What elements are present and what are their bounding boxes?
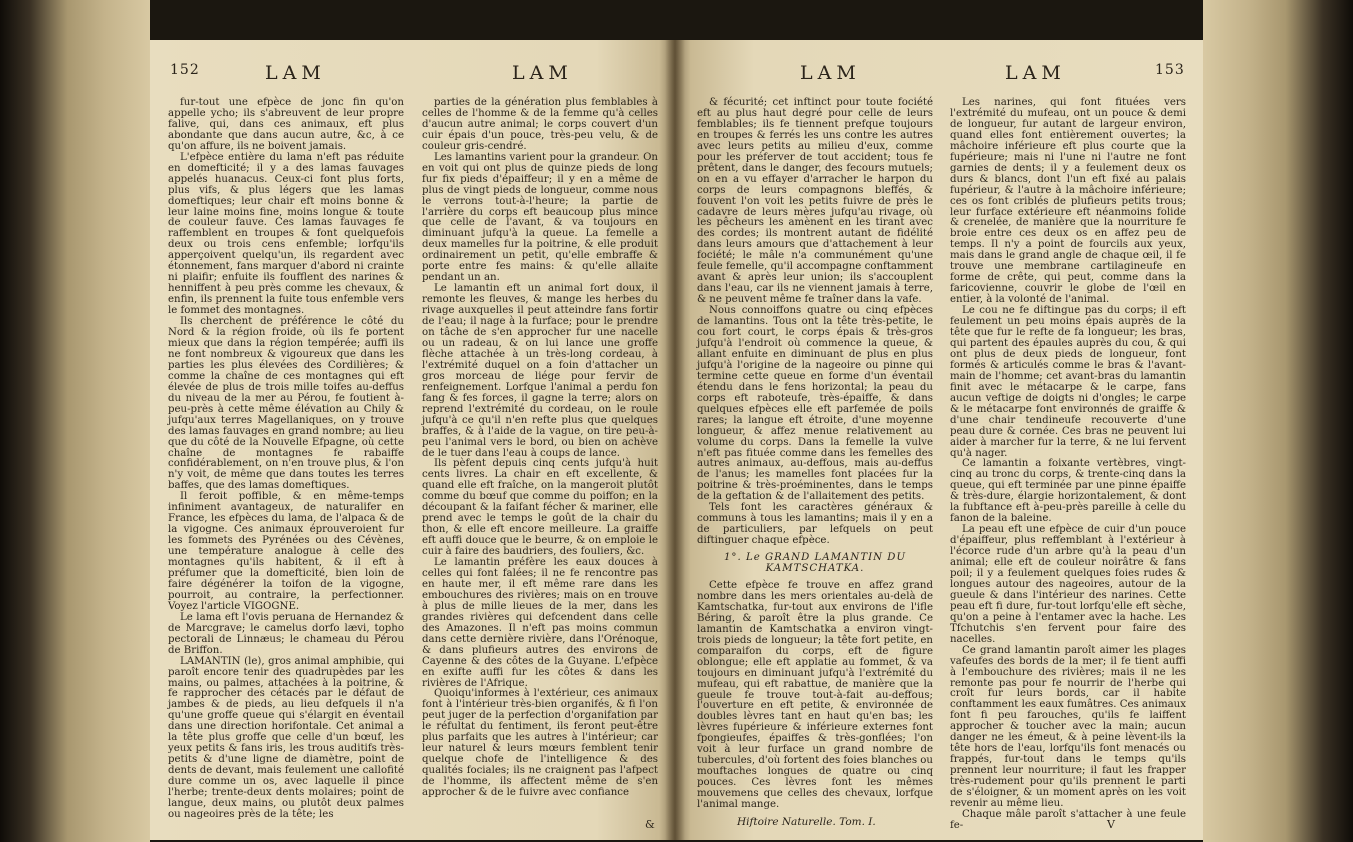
right-page-edges <box>1203 0 1353 842</box>
paragraph: 1°. Le GRAND LAMANTIN DU KAMTSCHATKA. <box>723 552 907 575</box>
footer-title: Hiftoire Naturelle. Tom. I. <box>737 816 876 828</box>
left-running-head <box>150 62 675 96</box>
page-number: 153 <box>1155 62 1185 78</box>
paragraph: Tels font les caractères généraux & communs à tous les lamantins; mais il y en a de particuliers, par lefquels on peut diftinguer chaque efpèce. <box>697 502 933 547</box>
running-head-left: LAM <box>265 62 326 84</box>
paragraph: Ils cherchent de préférence le côté du Nord & la région froide, où ils fe portent mieux que dans la région tempérée; auffi ils ne font nombreux & vigoureux que dans les parties les plus élevées des Cordilières; & comme la chaîne de ces montagnes qui eft élevée de plus de trois mille toifes au-deffus du niveau de la mer au Pérou, fe foutient à-peu-près à cette même élévation au Chily & jufqu'aux terres Magellaniques, on y trouve des lamas fauvages en grand nombre; au lieu que du côté de la Nouvelle Efpagne, où cette chaîne de montagnes fe rabaiffe confidérablement, on n'en trouve plus, & l'on n'y voit, de même que dans toutes les terres baffes, que des lamas domeftiques. <box>168 316 404 492</box>
running-head-right: LAM <box>512 62 573 84</box>
paragraph: Les lamantins varient pour la grandeur. On en voit qui ont plus de quinze pieds de long fur fix pieds d'épaiffeur; il y en a même de plus de vingt pieds de longueur, comme nous le verrons tout-à-l'heure; la partie de l'arrière du corps eft beaucoup plus mince que celle de l'avant, & va toujours en diminuant jufqu'à la queue. La femelle a deux mamelles fur la poitrine, & elle produit ordinairement un petit, qu'elle embraffe & porte entre fes mains: & qu'elle allaite pendant un an. <box>422 151 658 284</box>
paragraph: Il feroit poffible, & en même-temps infiniment avantageux, de naturalifer en France, les efpèces du lama, de l'alpaca & de la vigogne. Ces animaux éprouveroient fur les fommets des Pyrénées ou des Cévènes, une température analogue à celle des montagnes qu'ils habitent, & il eft à préfumer que la domefticité, bien loin de faire dégénérer la toifon de la vigogne, pourroit, au contraire, la perfectionner. Voyez l'article VIGOGNE. <box>168 491 404 612</box>
paragraph: Chaque mâle paroît s'attacher à une feule fe- <box>950 808 1186 831</box>
left-page-column-1 <box>168 98 404 818</box>
right-page-column-1 <box>697 98 933 818</box>
right-page-column-2 <box>950 97 1186 831</box>
paragraph: Le lamantin eft un animal fort doux, il remonte les fleuves, & mange les herbes du rivage auxquelles il peut atteindre fans fortir de l'eau; il nage à la furface; pour le prendre on tâche de s'en approcher fur une nacelle ou un radeau, & on lui lance une groffe flèche attachée à un très-long cordeau, à l'extrémité duquel on a foin d'attacher un gros morceau de liége pour fervir de renfeignement. Lorfque l'animal a perdu fon fang & fes forces, il gagne la terre; alors on reprend l'extrémité du cordeau, on le roule jufqu'à ce qu'il n'en refte plus que quelques braffes, & à l'aide de la vague, on tire peu-à-peu l'animal vers le bord, ou bien on achève de le tuer dans l'eau à coups de lance. <box>422 283 658 459</box>
right-running-head <box>675 62 1203 96</box>
signature-mark: V <box>1107 818 1115 831</box>
running-head-right: LAM <box>1005 62 1066 84</box>
paragraph: Nous connoiffons quatre ou cinq efpèces de lamantins. Tous ont la tête très-petite, le cou fort court, le corps épais & très-gros jufqu'à l'endroit où commence la queue, & allant enfuite en diminuant de plus en plus jufqu'à l'origine de la nageoire ou pinne qui termine cette queue en forme d'un éventail étendu dans le fens horizontal; la peau du corps eft raboteufe, très-épaiffe, & dans quelques efpèces elle eft parfemée de poils rares; la langue eft étroite, d'une moyenne longueur, & affez menue relativement au volume du corps. Dans la femelle la vulve n'eft pas fituée comme dans les femelles des autres animaux, au-deffous, mais au-deffus de l'anus; les mamelles font placées fur la poitrine & très-proéminentes, dans le temps de la geftation & de l'allaitement des petits. <box>697 305 933 503</box>
catchword: & <box>645 818 655 831</box>
paragraph: LAMANTIN (le), gros animal amphibie, qui paroît encore tenir des quadrupèdes par les mains, ou palmes, attachées à la poitrine, & fe rapprocher des cétacés par le défaut de jambes & de pieds, au lieu defquels il n'a qu'une groffe queue qui s'élargit en éventail dans une direction horifontale. Cet animal a la tête plus groffe que celle d'un bœuf, les yeux petits & fans iris, les trous auditifs très-petits & d'une ligne de diamètre, point de dents de devant, mais feulement une callofité dure comme un os, avec laquelle il pince l'herbe; trente-deux dents molaires; point de langue, deux mains, ou plutôt deux palmes ou nageoires près de la tête; les <box>168 655 404 820</box>
left-page-column-2 <box>422 98 658 818</box>
right-page <box>675 40 1203 840</box>
paragraph: Le lamantin préfère les eaux douces à celles qui font falées; il ne fe rencontre pas en haute mer, il eft même rare dans les embouchures des rivières; mais on en trouve à plus de mille lieues de la mer, dans les grandes rivières qui defcendent dans celle des Amazones. Il n'eft pas moins commun dans cette dernière rivière, dans l'Orénoque, & dans plufieurs autres des environs de Cayenne & des côtes de la Guyane. L'efpèce en exifte auffi fur les côtes & dans les rivières de l'Afrique. <box>422 557 658 689</box>
paragraph: fur-tout une efpèce de jonc fin qu'on appelle ycho; ils s'abreuvent de leur propre falive, qui, dans ces animaux, eft plus abondante que dans aucun autre, &c, à ce qu'on affure, ils ne boivent jamais. <box>168 97 404 152</box>
paragraph: Le lama eft l'ovis peruana de Hernandez & de Marcgrave; le camelus dorfo lævi, topho pectorali de Linnæus; le chameau du Pérou de Briffon. <box>168 611 404 656</box>
running-head-left: LAM <box>800 62 861 84</box>
paragraph: Cette efpèce fe trouve en affez grand nombre dans les mers orientales au-delà de Kamtschatka, fur-tout aux environs de l'ifle Béring, & paroît être la plus grande. Ce lamantin de Kamtschatka a environ vingt-trois pieds de longueur; la tête fort petite, en comparaifon du corps, eft de figure oblongue; elle eft applatie au fommet, & va toujours en diminuant jufqu'à l'extrémité du mufeau, qui eft rabattue, de manière que la gueule fe trouve tout-à-fait au-deffous; l'ouverture en eft petite, & environnée de doubles lèvres tant en haut qu'en bas; les lèvres fupérieure & inférieure externes font fpongieufes, épaiffes & très-gonflées; l'on voit à leur furface un grand nombre de tubercules, d'où fortent des foies blanches ou mouftaches longues de quatre ou cinq pouces. Ces lèvres font les mêmes mouvemens que celles des chevaux, lorfque l'animal mange. <box>697 579 933 811</box>
left-page <box>150 40 675 840</box>
paragraph: L'efpèce entière du lama n'eft pas réduite en domefticité; il y a des lamas fauvages appelés huanacus. Ceux-ci font plus forts, plus vifs, & plus légers que les lamas domeftiques; leur chair eft moins bonne & leur laine moins fine, moins longue & toute de couleur fauve. Ces lamas fauvages fe raffemblent en troupes & font quelquefois deux ou trois cens enfemble; lorfqu'ils apperçoivent quelqu'un, ils regardent avec étonnement, fans marquer d'abord ni crainte ni plaifir; enfuite ils foufflent des narines & henniffent à peu près comme les chevaux, & enfin, ils prennent la fuite tous enfemble vers le fommet des montagnes. <box>168 151 404 317</box>
paragraph: Quoiqu'informes à l'extérieur, ces animaux font à l'intérieur très-bien organifés, & fi l'on peut juger de la perfection d'organifation par le réfultat du fentiment, ils feront peut-être plus parfaits que les autres à l'intérieur; car leur naturel & leurs mœurs femblent tenir quelque chofe de l'intelligence & des qualités fociales; ils ne craignent pas l'afpect de l'homme, ils affectent même de s'en approcher & de le fuivre avec confiance <box>422 688 658 799</box>
paragraph: Ce grand lamantin paroît aimer les plages vafeufes des bords de la mer; il fe tient auffi à l'embouchure des rivières; mais il ne les remonte pas pour fe nourrir de l'herbe qui croît fur leurs bords, car il habite conftamment les eaux fumâtres. Ces animaux font fi peu farouches, qu'ils fe laiffent approcher & toucher avec la main; aucun danger ne les émeut, & à peine lèvent-ils la tête hors de l'eau, lorfqu'ils font menacés ou frappés, fur-tout dans le temps qu'ils prennent leur nourriture; il faut les frapper très-rudement pour qu'ils prennent le parti de s'éloigner, & un moment après on les voit revenir au même lieu. <box>950 644 1186 809</box>
paragraph: parties de la génération plus femblables à celles de l'homme & de la femme qu'à celles d'aucun autre animal; le corps couvert d'un cuir épais d'un pouce, très-peu velu, & de couleur gris-cendré. <box>422 97 658 152</box>
paragraph: & fécurité; cet inftinct pour toute fociété eft au plus haut degré pour celle de leurs femblables; ils fe tiennent prefque toujours en troupes & ferrés les uns contre les autres avec leurs petits au milieu d'eux, comme pour les préferver de tout accident; tous fe prêtent, dans le danger, des fecours mutuels; on en a vu effayer d'arracher le harpon du corps de leurs compagnons bleffés, & fouvent l'on voit les petits fuivre de près le cadavre de leurs mères jufqu'au rivage, où les pêcheurs les amènent en les tirant avec des cordes; ils montrent autant de fidélité dans leurs amours que d'attachement à leur fociété; le mâle n'a communément qu'une feule femelle, qu'il accompagne conftamment avant & après leur union; ils s'accouplent dans l'eau, car ils ne viennent jamais à terre, & ne peuvent même fe traîner dans la vafe. <box>697 97 933 306</box>
paragraph: Ils pèfent depuis cinq cents jufqu'à huit cents livres. La chair en eft excellente, & quand elle eft fraîche, on la mangeroit plutôt comme du bœuf que comme du poiffon; en la découpant & la faifant fécher & mariner, elle prend avec le temps le goût de la chair du thon, & elle eft encore meilleure. La graiffe eft auffi douce que le beurre, & on emploie le cuir à faire des baudriers, des fouliers, &c. <box>422 458 658 558</box>
book-gutter <box>665 40 685 840</box>
paragraph: Les narines, qui font fituées vers l'extrémité du mufeau, ont un pouce & demi de longueur, fur autant de largeur environ, quand elles font entièrement ouvertes; la mâchoire inférieure eft plus courte que la fupérieure; mais ni l'une ni l'autre ne font garnies de dents; il y a feulement deux os durs & blancs, dont l'un eft fixé au palais fupérieur, & l'autre à la mâchoire inférieure; ces os font criblés de plufieurs petits trous; leur furface extérieure eft néanmoins folide & crenelée, de manière que la nourriture fe broie entre ces deux os en affez peu de temps. Il n'y a point de fourcils aux yeux, mais dans le grand angle de chaque œil, il fe trouve une membrane cartilagineufe en forme de crête, qui peut, comme dans la faricovienne, couvrir le globe de l'œil en entier, à la volonté de l'animal. <box>950 97 1186 306</box>
paragraph: Ce lamantin a foixante vertèbres, vingt-cinq au tronc du corps, & trente-cinq dans la queue, qui eft terminée par une pinne épaiffe & très-dure, élargie horizontalement, & dont la fubftance eft à-peu-près pareille à celle du fanon de la baleine. <box>950 458 1186 525</box>
paragraph: La peau eft une efpèce de cuir d'un pouce d'épaiffeur, plus reffemblant à l'extérieur à l'écorce rude d'un arbre qu'à la peau d'un animal; elle eft de couleur noirâtre & fans poil; il y a feulement quelques foies rudes & longues autour des nageoires, autour de la gueule & dans l'intérieur des narines. Cette peau eft fi dure, fur-tout lorfqu'elle eft sèche, qu'on a peine à l'entamer avec la hache. Les Tfchutchis s'en fervent pour faire des nacelles. <box>950 524 1186 645</box>
page-number: 152 <box>170 62 200 78</box>
paragraph: Le cou ne fe diftingue pas du corps; il eft feulement un peu moins épais auprès de la tête que fur le refte de fa longueur; les bras, qui partent des épaules auprès du cou, & qui ont plus de deux pieds de longueur, font formés & articulés comme le bras & l'avant-main de l'homme; cet avant-bras du lamantin finit avec le métacarpe & le carpe, fans aucun veftige de doigts ni d'ongles; le carpe & le métacarpe font environnés de graiffe & d'une chair tendineufe recouverte d'une peau dure & cornée. Ces bras ne peuvent lui aider à marcher fur la terre, & ne lui fervent qu'à nager. <box>950 305 1186 459</box>
left-page-edges <box>0 0 150 842</box>
